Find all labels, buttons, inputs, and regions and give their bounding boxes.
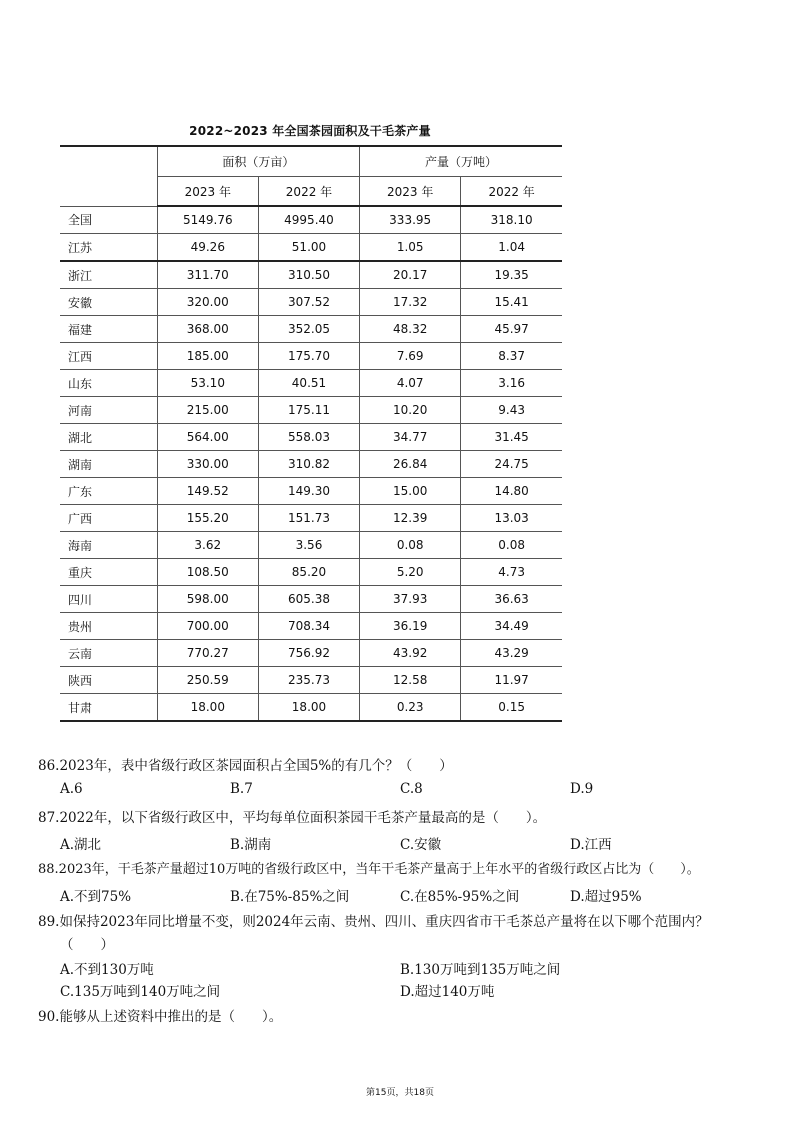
value-cell-out2022: 11.97	[461, 667, 562, 694]
region-name-cell: 海南	[60, 532, 157, 559]
value-cell-out2022: 0.15	[461, 694, 562, 722]
value-cell-area2022: 708.34	[258, 613, 359, 640]
value-cell-out2022: 45.97	[461, 316, 562, 343]
region-name-cell: 江西	[60, 343, 157, 370]
table-row	[60, 451, 562, 478]
value-cell-out2023: 20.17	[360, 261, 461, 289]
table-row	[60, 397, 562, 424]
header-blank	[60, 146, 157, 206]
region-name-cell: 山东	[60, 370, 157, 397]
value-cell-out2022: 43.29	[461, 640, 562, 667]
region-name-cell: 广东	[60, 478, 157, 505]
value-cell-out2022: 31.45	[461, 424, 562, 451]
value-cell-area2023: 770.27	[157, 640, 258, 667]
question-89: 89.如保持2023年同比增量不变，则2024年云南、贵州、四川、重庆四省市干毛茶总产量将在以下哪个范围内？	[38, 914, 709, 930]
value-cell-out2022: 14.80	[461, 478, 562, 505]
table-row	[60, 613, 562, 640]
value-cell-out2023: 36.19	[360, 613, 461, 640]
value-cell-out2022: 13.03	[461, 505, 562, 532]
value-cell-area2023: 5149.76	[157, 206, 258, 234]
value-cell-out2022: 24.75	[461, 451, 562, 478]
value-cell-area2022: 310.82	[258, 451, 359, 478]
header-output-group: 产量（万吨）	[360, 146, 562, 177]
question-86: 86.2023年，表中省级行政区茶园面积占全国5%的有几个？（ ）	[38, 758, 453, 774]
q86-option-a[interactable]: A.6	[60, 781, 83, 797]
region-name-cell: 甘肃	[60, 694, 157, 722]
value-cell-out2022: 318.10	[461, 206, 562, 234]
value-cell-area2022: 352.05	[258, 316, 359, 343]
region-name-cell: 安徽	[60, 289, 157, 316]
value-cell-out2023: 15.00	[360, 478, 461, 505]
region-name-cell: 湖北	[60, 424, 157, 451]
question-90: 90.能够从上述资料中推出的是（ ）。	[38, 1009, 283, 1025]
region-name-cell: 贵州	[60, 613, 157, 640]
table-row	[60, 559, 562, 586]
table-row	[60, 667, 562, 694]
table-row	[60, 234, 562, 262]
value-cell-area2022: 175.70	[258, 343, 359, 370]
table-row	[60, 532, 562, 559]
value-cell-area2023: 149.52	[157, 478, 258, 505]
value-cell-area2022: 756.92	[258, 640, 359, 667]
q87-option-a[interactable]: A.湖北	[60, 837, 102, 853]
value-cell-out2023: 37.93	[360, 586, 461, 613]
tea-data-table	[60, 145, 562, 722]
value-cell-area2022: 149.30	[258, 478, 359, 505]
region-name-cell: 陕西	[60, 667, 157, 694]
value-cell-out2023: 12.39	[360, 505, 461, 532]
value-cell-area2023: 108.50	[157, 559, 258, 586]
value-cell-area2023: 598.00	[157, 586, 258, 613]
value-cell-out2022: 15.41	[461, 289, 562, 316]
header-area-2023: 2023 年	[157, 177, 258, 207]
value-cell-out2022: 3.16	[461, 370, 562, 397]
region-name-cell: 四川	[60, 586, 157, 613]
region-name-cell: 全国	[60, 206, 157, 234]
value-cell-area2022: 85.20	[258, 559, 359, 586]
value-cell-area2023: 18.00	[157, 694, 258, 722]
q89-option-b[interactable]: B.130万吨到135万吨之间	[400, 962, 561, 978]
q87-option-d[interactable]: D.江西	[570, 837, 612, 853]
table-row	[60, 289, 562, 316]
value-cell-out2022: 34.49	[461, 613, 562, 640]
table-row	[60, 424, 562, 451]
value-cell-out2023: 10.20	[360, 397, 461, 424]
q89-option-a[interactable]: A.不到130万吨	[60, 962, 154, 978]
value-cell-area2022: 310.50	[258, 261, 359, 289]
q88-option-c[interactable]: C.在85%-95%之间	[400, 889, 520, 905]
value-cell-out2022: 9.43	[461, 397, 562, 424]
header-output-2023: 2023 年	[360, 177, 461, 207]
value-cell-out2023: 4.07	[360, 370, 461, 397]
value-cell-area2022: 558.03	[258, 424, 359, 451]
value-cell-out2023: 0.23	[360, 694, 461, 722]
value-cell-area2023: 700.00	[157, 613, 258, 640]
q89-option-c[interactable]: C.135万吨到140万吨之间	[60, 984, 221, 1000]
header-area-2022: 2022 年	[258, 177, 359, 207]
value-cell-out2022: 8.37	[461, 343, 562, 370]
q88-option-d[interactable]: D.超过95%	[570, 889, 642, 905]
value-cell-area2023: 250.59	[157, 667, 258, 694]
q86-option-c[interactable]: C.8	[400, 781, 423, 797]
table-row	[60, 343, 562, 370]
value-cell-out2023: 0.08	[360, 532, 461, 559]
value-cell-area2023: 3.62	[157, 532, 258, 559]
value-cell-out2022: 19.35	[461, 261, 562, 289]
q88-option-b[interactable]: B.在75%-85%之间	[230, 889, 350, 905]
value-cell-area2022: 605.38	[258, 586, 359, 613]
value-cell-area2023: 155.20	[157, 505, 258, 532]
question-88: 88.2023年，干毛茶产量超过10万吨的省级行政区中，当年干毛茶产量高于上年水平的省级行政区占比为（ ）。	[38, 862, 700, 877]
value-cell-area2023: 49.26	[157, 234, 258, 262]
value-cell-out2023: 1.05	[360, 234, 461, 262]
value-cell-area2023: 368.00	[157, 316, 258, 343]
value-cell-out2022: 1.04	[461, 234, 562, 262]
value-cell-out2023: 12.58	[360, 667, 461, 694]
value-cell-out2023: 43.92	[360, 640, 461, 667]
q86-option-b[interactable]: B.7	[230, 781, 253, 797]
table-row	[60, 206, 562, 234]
region-name-cell: 浙江	[60, 261, 157, 289]
value-cell-area2023: 564.00	[157, 424, 258, 451]
value-cell-out2023: 5.20	[360, 559, 461, 586]
header-output-2022: 2022 年	[461, 177, 562, 207]
page-footer: 第15页，共18页	[366, 1088, 434, 1098]
value-cell-out2023: 333.95	[360, 206, 461, 234]
table-body	[60, 206, 562, 721]
question-87: 87.2022年，以下省级行政区中，平均每单位面积茶园干毛茶产量最高的是（ ）。	[38, 810, 547, 826]
table-row	[60, 316, 562, 343]
value-cell-out2023: 7.69	[360, 343, 461, 370]
table-row	[60, 370, 562, 397]
value-cell-out2022: 0.08	[461, 532, 562, 559]
region-name-cell: 湖南	[60, 451, 157, 478]
value-cell-area2022: 51.00	[258, 234, 359, 262]
region-name-cell: 河南	[60, 397, 157, 424]
value-cell-out2023: 34.77	[360, 424, 461, 451]
header-area-group: 面积（万亩）	[157, 146, 359, 177]
value-cell-out2023: 48.32	[360, 316, 461, 343]
q89-option-d[interactable]: D.超过140万吨	[400, 984, 495, 1000]
region-name-cell: 福建	[60, 316, 157, 343]
value-cell-area2022: 307.52	[258, 289, 359, 316]
region-name-cell: 江苏	[60, 234, 157, 262]
question-89-bracket: （ ）	[60, 937, 114, 953]
region-name-cell: 重庆	[60, 559, 157, 586]
table-title: 2022~2023 年全国茶园面积及干毛茶产量	[189, 124, 431, 138]
table-row	[60, 640, 562, 667]
value-cell-area2023: 311.70	[157, 261, 258, 289]
value-cell-area2023: 185.00	[157, 343, 258, 370]
value-cell-area2023: 53.10	[157, 370, 258, 397]
value-cell-area2023: 330.00	[157, 451, 258, 478]
q87-option-c[interactable]: C.安徽	[400, 837, 442, 853]
table-row	[60, 478, 562, 505]
value-cell-area2022: 4995.40	[258, 206, 359, 234]
value-cell-out2023: 26.84	[360, 451, 461, 478]
q86-option-d[interactable]: D.9	[570, 781, 594, 797]
q87-option-b[interactable]: B.湖南	[230, 837, 272, 853]
table-row	[60, 586, 562, 613]
table-row	[60, 261, 562, 289]
region-name-cell: 云南	[60, 640, 157, 667]
value-cell-area2023: 215.00	[157, 397, 258, 424]
value-cell-area2022: 18.00	[258, 694, 359, 722]
q88-option-a[interactable]: A.不到75%	[60, 889, 132, 905]
value-cell-out2022: 4.73	[461, 559, 562, 586]
value-cell-area2022: 235.73	[258, 667, 359, 694]
table-row	[60, 694, 562, 722]
value-cell-area2022: 3.56	[258, 532, 359, 559]
value-cell-area2022: 40.51	[258, 370, 359, 397]
value-cell-area2022: 175.11	[258, 397, 359, 424]
value-cell-out2022: 36.63	[461, 586, 562, 613]
value-cell-area2023: 320.00	[157, 289, 258, 316]
value-cell-area2022: 151.73	[258, 505, 359, 532]
table-row	[60, 505, 562, 532]
value-cell-out2023: 17.32	[360, 289, 461, 316]
region-name-cell: 广西	[60, 505, 157, 532]
